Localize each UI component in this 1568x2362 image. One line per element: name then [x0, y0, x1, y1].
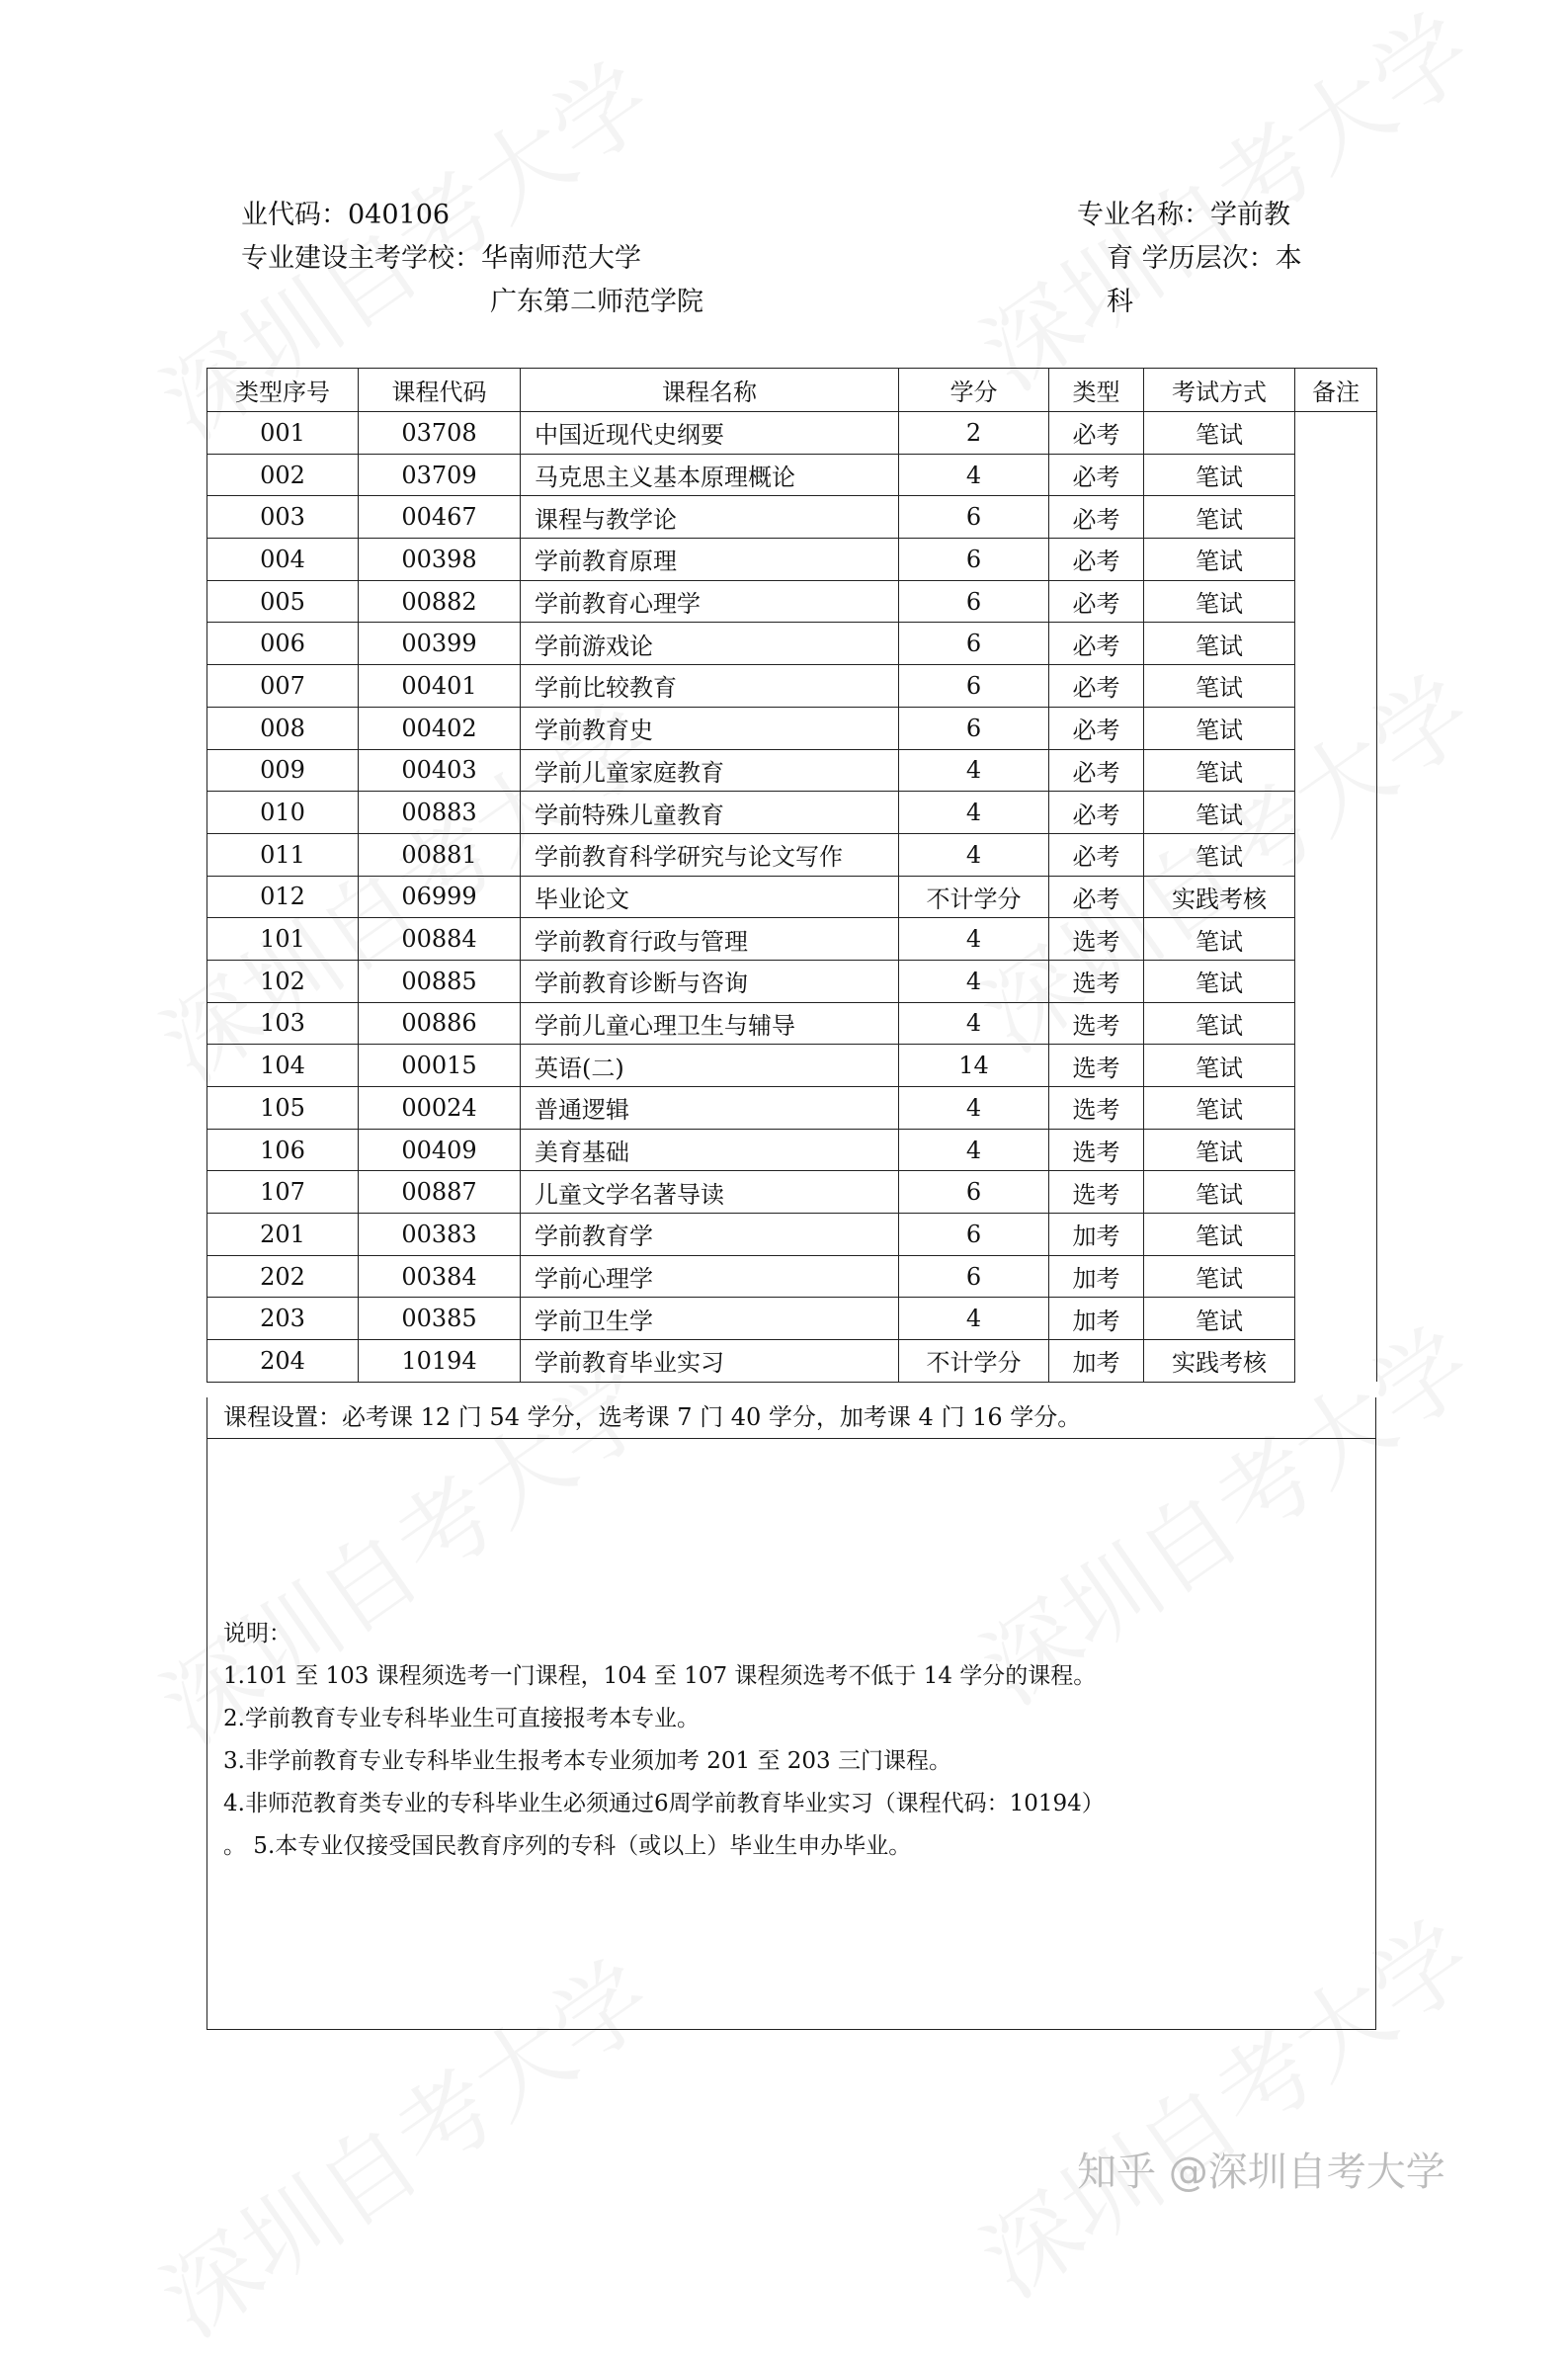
col-header-type-no: 类型序号 [207, 369, 359, 412]
cell-type-no: 006 [207, 623, 359, 665]
cell-exam-method: 笔试 [1144, 1298, 1295, 1340]
cell-category: 选考 [1049, 1087, 1144, 1130]
cell-type-no: 003 [207, 496, 359, 539]
cell-exam-method: 笔试 [1144, 412, 1295, 455]
cell-type-no: 101 [207, 918, 359, 961]
cell-exam-method: 笔试 [1144, 1129, 1295, 1171]
cell-credits: 6 [899, 1255, 1049, 1298]
cell-credits: 6 [899, 623, 1049, 665]
cell-exam-method: 笔试 [1144, 707, 1295, 749]
cell-category: 选考 [1049, 918, 1144, 961]
cell-exam-method: 笔试 [1144, 496, 1295, 539]
cell-remarks [1295, 1298, 1377, 1340]
cell-type-no: 102 [207, 960, 359, 1002]
header-right [1077, 194, 1302, 324]
table-row [207, 1298, 1377, 1340]
major-name-line-1: 专业名称：学前教 [1077, 200, 1290, 230]
cell-exam-method: 笔试 [1144, 1002, 1295, 1045]
cell-remarks [1295, 454, 1377, 496]
cell-remarks [1295, 707, 1377, 749]
cell-course-code: 00385 [359, 1298, 521, 1340]
cell-remarks [1295, 1214, 1377, 1256]
cell-course-code: 00886 [359, 1002, 521, 1045]
cell-credits: 4 [899, 918, 1049, 961]
cell-remarks [1295, 918, 1377, 961]
cell-remarks [1295, 1002, 1377, 1045]
table-row [207, 454, 1377, 496]
cell-exam-method: 笔试 [1144, 960, 1295, 1002]
table-row [207, 1214, 1377, 1256]
cell-course-name: 学前游戏论 [521, 623, 899, 665]
table-row [207, 580, 1377, 623]
cell-credits: 6 [899, 665, 1049, 708]
cell-credits: 2 [899, 412, 1049, 455]
note-item: 1.101 至 103 课程须选考一门课程，104 至 107 课程须选考不低于 14 学分的课程。 [223, 1663, 1097, 1689]
cell-exam-method: 笔试 [1144, 454, 1295, 496]
cell-course-code: 10194 [359, 1340, 521, 1383]
cell-course-name: 学前比较教育 [521, 665, 899, 708]
cell-exam-method: 笔试 [1144, 1255, 1295, 1298]
cell-type-no: 202 [207, 1255, 359, 1298]
col-header-exam-method: 考试方式 [1144, 369, 1295, 412]
cell-type-no: 007 [207, 665, 359, 708]
cell-exam-method: 笔试 [1144, 539, 1295, 581]
cell-exam-method: 笔试 [1144, 580, 1295, 623]
cell-type-no: 011 [207, 833, 359, 876]
table-row [207, 1255, 1377, 1298]
cell-category: 必考 [1049, 454, 1144, 496]
cell-type-no: 002 [207, 454, 359, 496]
cell-course-name: 学前特殊儿童教育 [521, 792, 899, 834]
cell-remarks [1295, 749, 1377, 792]
table-row [207, 960, 1377, 1002]
host-school: 专业建设主考学校：华南师范大学 [241, 243, 641, 274]
cell-exam-method: 笔试 [1144, 918, 1295, 961]
cell-category: 加考 [1049, 1214, 1144, 1256]
cell-type-no: 107 [207, 1171, 359, 1214]
cell-category: 必考 [1049, 496, 1144, 539]
cell-course-name: 学前儿童心理卫生与辅导 [521, 1002, 899, 1045]
host-school-2: 广东第二师范学院 [490, 287, 703, 317]
major-name-line-3: 科 [1107, 287, 1133, 317]
cell-course-code: 00883 [359, 792, 521, 834]
col-header-credits: 学分 [899, 369, 1049, 412]
table-row [207, 876, 1377, 918]
cell-remarks [1295, 1129, 1377, 1171]
cell-credits: 4 [899, 1129, 1049, 1171]
cell-credits: 4 [899, 1002, 1049, 1045]
cell-category: 加考 [1049, 1298, 1144, 1340]
cell-category: 必考 [1049, 833, 1144, 876]
cell-course-code: 00887 [359, 1171, 521, 1214]
cell-type-no: 105 [207, 1087, 359, 1130]
table-row [207, 749, 1377, 792]
table-row [207, 918, 1377, 961]
course-summary: 课程设置：必考课 12 门 54 学分，选考课 7 门 40 学分，加考课 4 门 16 学分。 [206, 1397, 1376, 1439]
cell-course-code: 00383 [359, 1214, 521, 1256]
col-header-category: 类型 [1049, 369, 1144, 412]
cell-remarks [1295, 496, 1377, 539]
cell-remarks [1295, 876, 1377, 918]
cell-exam-method: 笔试 [1144, 792, 1295, 834]
cell-type-no: 204 [207, 1340, 359, 1383]
cell-course-name: 课程与教学论 [521, 496, 899, 539]
cell-type-no: 201 [207, 1214, 359, 1256]
cell-course-name: 学前教育行政与管理 [521, 918, 899, 961]
cell-credits: 4 [899, 833, 1049, 876]
cell-exam-method: 笔试 [1144, 665, 1295, 708]
cell-course-name: 学前儿童家庭教育 [521, 749, 899, 792]
table-header-row [207, 369, 1377, 412]
cell-remarks [1295, 1255, 1377, 1298]
cell-category: 选考 [1049, 1129, 1144, 1171]
major-name-line-2: 育 学历层次：本 [1107, 243, 1302, 274]
cell-credits: 14 [899, 1045, 1049, 1087]
col-header-course-name: 课程名称 [521, 369, 899, 412]
cell-course-name: 学前心理学 [521, 1255, 899, 1298]
cell-type-no: 012 [207, 876, 359, 918]
cell-remarks [1295, 833, 1377, 876]
cell-remarks [1295, 1045, 1377, 1087]
cell-type-no: 104 [207, 1045, 359, 1087]
cell-course-name: 普通逻辑 [521, 1087, 899, 1130]
cell-course-name: 马克思主义基本原理概论 [521, 454, 899, 496]
cell-category: 必考 [1049, 580, 1144, 623]
cell-category: 必考 [1049, 665, 1144, 708]
col-header-remarks: 备注 [1295, 369, 1377, 412]
cell-remarks [1295, 960, 1377, 1002]
cell-category: 选考 [1049, 1002, 1144, 1045]
note-item: 2.学前教育专业专科毕业生可直接报考本专业。 [223, 1706, 700, 1731]
cell-course-name: 学前卫生学 [521, 1298, 899, 1340]
note-item: 4.非师范教育类专业的专科毕业生必须通过6周学前教育毕业实习（课程代码：10194） [223, 1791, 1105, 1816]
cell-course-code: 03708 [359, 412, 521, 455]
brand-watermark: 知乎 @深圳自考大学 [1077, 2150, 1445, 2195]
cell-credits: 4 [899, 749, 1049, 792]
cell-category: 加考 [1049, 1340, 1144, 1383]
cell-type-no: 008 [207, 707, 359, 749]
cell-course-code: 00885 [359, 960, 521, 1002]
cell-course-name: 中国近现代史纲要 [521, 412, 899, 455]
cell-course-name: 学前教育诊断与咨询 [521, 960, 899, 1002]
cell-exam-method: 笔试 [1144, 1171, 1295, 1214]
cell-category: 加考 [1049, 1255, 1144, 1298]
major-code: 业代码：040106 [241, 200, 451, 230]
cell-course-name: 学前教育心理学 [521, 580, 899, 623]
cell-exam-method: 实践考核 [1144, 1340, 1295, 1383]
cell-category: 必考 [1049, 539, 1144, 581]
cell-course-code: 00403 [359, 749, 521, 792]
cell-credits: 6 [899, 1171, 1049, 1214]
cell-course-code: 00398 [359, 539, 521, 581]
cell-type-no: 103 [207, 1002, 359, 1045]
table-row [207, 412, 1377, 455]
cell-remarks [1295, 1087, 1377, 1130]
cell-course-code: 06999 [359, 876, 521, 918]
cell-credits: 4 [899, 792, 1049, 834]
cell-course-name: 学前教育史 [521, 707, 899, 749]
cell-exam-method: 笔试 [1144, 1045, 1295, 1087]
cell-category: 必考 [1049, 707, 1144, 749]
cell-course-code: 00399 [359, 623, 521, 665]
cell-course-code: 00402 [359, 707, 521, 749]
cell-credits: 4 [899, 454, 1049, 496]
cell-remarks [1295, 792, 1377, 834]
course-table [206, 368, 1377, 1383]
cell-credits: 不计学分 [899, 876, 1049, 918]
cell-exam-method: 笔试 [1144, 749, 1295, 792]
table-row [207, 1087, 1377, 1130]
cell-remarks [1295, 412, 1377, 455]
cell-remarks [1295, 665, 1377, 708]
cell-type-no: 203 [207, 1298, 359, 1340]
cell-exam-method: 笔试 [1144, 1087, 1295, 1130]
cell-credits: 4 [899, 1087, 1049, 1130]
cell-type-no: 009 [207, 749, 359, 792]
cell-course-name: 学前教育毕业实习 [521, 1340, 899, 1383]
cell-remarks [1295, 1171, 1377, 1214]
cell-course-code: 00409 [359, 1129, 521, 1171]
cell-credits: 6 [899, 539, 1049, 581]
table-body [207, 412, 1377, 1383]
table-row [207, 833, 1377, 876]
cell-course-code: 03709 [359, 454, 521, 496]
table-row [207, 539, 1377, 581]
cell-category: 选考 [1049, 1171, 1144, 1214]
notes-title: 说明： [223, 1621, 291, 1646]
cell-exam-method: 笔试 [1144, 833, 1295, 876]
table-row [207, 1171, 1377, 1214]
cell-type-no: 010 [207, 792, 359, 834]
cell-course-code: 00015 [359, 1045, 521, 1087]
cell-type-no: 004 [207, 539, 359, 581]
note-item: 3.非学前教育专业专科毕业生报考本专业须加考 201 至 203 三门课程。 [223, 1748, 951, 1774]
cell-credits: 6 [899, 707, 1049, 749]
cell-category: 必考 [1049, 749, 1144, 792]
col-header-course-code: 课程代码 [359, 369, 521, 412]
cell-course-code: 00882 [359, 580, 521, 623]
cell-course-code: 00881 [359, 833, 521, 876]
cell-type-no: 001 [207, 412, 359, 455]
cell-category: 选考 [1049, 960, 1144, 1002]
cell-course-code: 00884 [359, 918, 521, 961]
cell-remarks [1295, 539, 1377, 581]
table-row [207, 707, 1377, 749]
table-row [207, 1002, 1377, 1045]
cell-category: 必考 [1049, 792, 1144, 834]
notes [223, 1613, 1360, 1868]
table-row [207, 792, 1377, 834]
table-row [207, 1340, 1377, 1383]
cell-remarks [1295, 580, 1377, 623]
table-row [207, 496, 1377, 539]
cell-remarks [1295, 623, 1377, 665]
notes-section [206, 1439, 1376, 2030]
cell-exam-method: 笔试 [1144, 1214, 1295, 1256]
table-row [207, 665, 1377, 708]
cell-credits: 6 [899, 580, 1049, 623]
cell-type-no: 005 [207, 580, 359, 623]
cell-credits: 6 [899, 496, 1049, 539]
cell-credits: 不计学分 [899, 1340, 1049, 1383]
cell-category: 必考 [1049, 412, 1144, 455]
header-left [241, 194, 703, 324]
note-item: 。 5.本专业仅接受国民教育序列的专科（或以上）毕业生申办毕业。 [223, 1833, 912, 1859]
cell-course-code: 00401 [359, 665, 521, 708]
cell-course-code: 00384 [359, 1255, 521, 1298]
cell-category: 必考 [1049, 876, 1144, 918]
cell-credits: 4 [899, 960, 1049, 1002]
cell-exam-method: 笔试 [1144, 623, 1295, 665]
cell-course-name: 儿童文学名著导读 [521, 1171, 899, 1214]
cell-course-name: 美育基础 [521, 1129, 899, 1171]
table-row [207, 1045, 1377, 1087]
cell-type-no: 106 [207, 1129, 359, 1171]
cell-course-name: 学前教育学 [521, 1214, 899, 1256]
cell-course-name: 毕业论文 [521, 876, 899, 918]
cell-category: 选考 [1049, 1045, 1144, 1087]
cell-course-name: 学前教育科学研究与论文写作 [521, 833, 899, 876]
cell-course-name: 英语(二) [521, 1045, 899, 1087]
cell-course-code: 00467 [359, 496, 521, 539]
cell-category: 必考 [1049, 623, 1144, 665]
cell-credits: 4 [899, 1298, 1049, 1340]
cell-course-name: 学前教育原理 [521, 539, 899, 581]
cell-credits: 6 [899, 1214, 1049, 1256]
cell-remarks [1295, 1340, 1377, 1383]
cell-course-code: 00024 [359, 1087, 521, 1130]
cell-exam-method: 实践考核 [1144, 876, 1295, 918]
table-row [207, 623, 1377, 665]
table-row [207, 1129, 1377, 1171]
